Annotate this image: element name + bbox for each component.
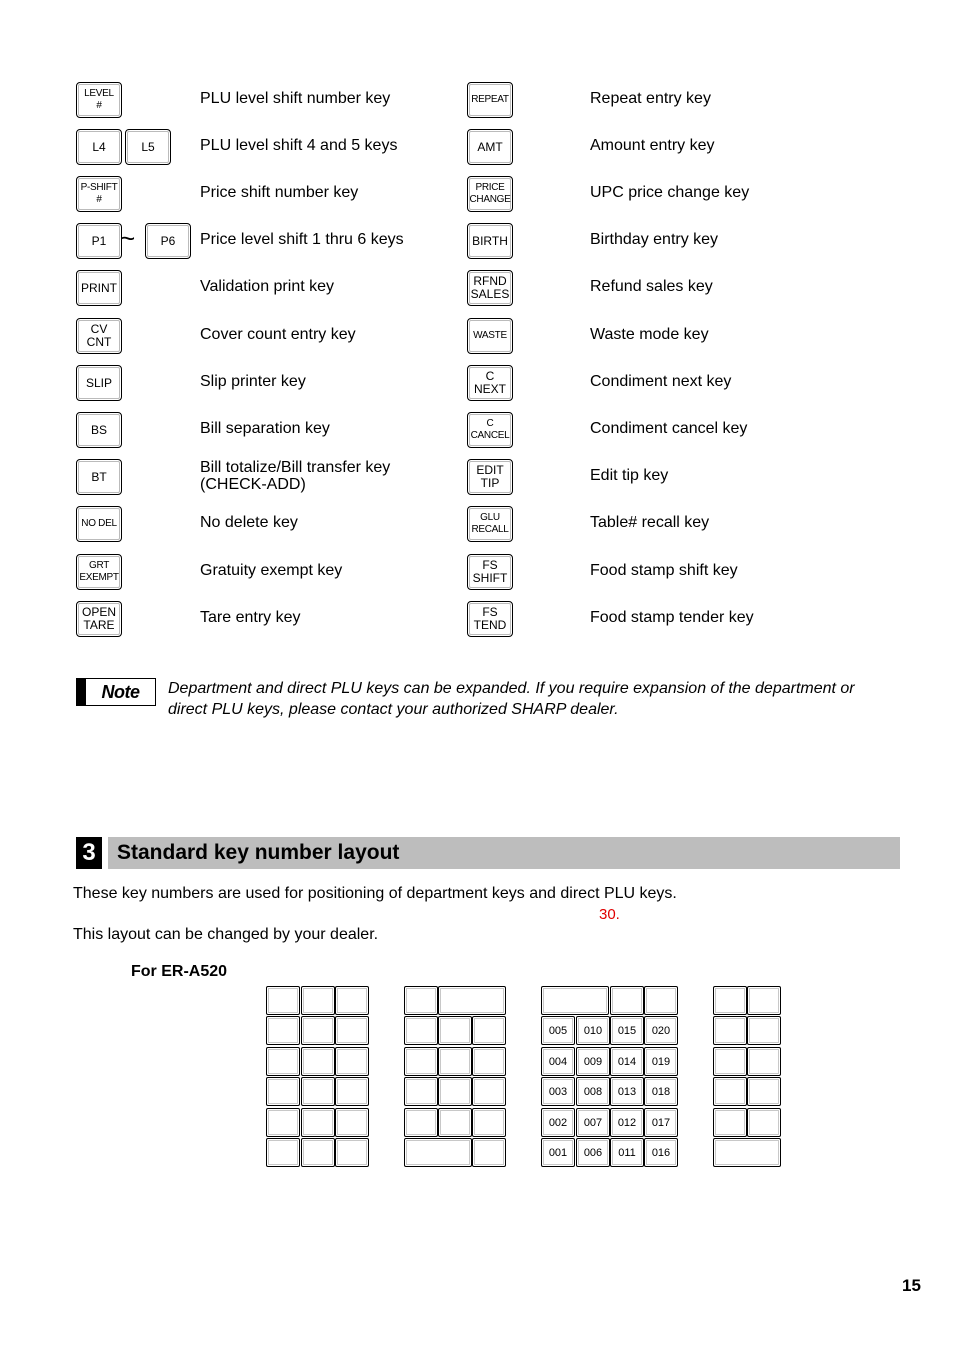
key-number-008: 008 — [576, 1077, 610, 1106]
model-label: For ER-A520 — [131, 963, 228, 980]
left-key-3-b: P6 — [145, 223, 191, 259]
left-key-desc-11: Tare entry key — [200, 609, 301, 626]
key-number-016: 016 — [644, 1138, 678, 1167]
block4-key — [713, 1047, 747, 1076]
right-key-8: EDIT TIP — [467, 459, 513, 495]
key-number-009: 009 — [576, 1047, 610, 1076]
left-key-desc-4: Validation print key — [200, 278, 334, 295]
block1-key — [266, 1108, 300, 1137]
right-key-9: GLU RECALL — [467, 506, 513, 542]
right-key-desc-2: UPC price change key — [590, 184, 750, 201]
key-number-010: 010 — [576, 1016, 610, 1045]
block2-key-wide — [438, 986, 506, 1015]
block2-key — [404, 1047, 438, 1076]
left-key-10: GRT EXEMPT — [76, 554, 122, 590]
block1-key — [335, 1138, 369, 1167]
left-key-desc-6: Slip printer key — [200, 373, 306, 390]
right-key-desc-0: Repeat entry key — [590, 90, 711, 107]
right-key-4: RFND SALES — [467, 270, 513, 306]
right-key-desc-8: Edit tip key — [590, 467, 669, 484]
left-key-1-b: L5 — [125, 129, 171, 165]
block2-key — [438, 1047, 472, 1076]
right-key-desc-3: Birthday entry key — [590, 231, 719, 248]
left-key-11: OPEN TARE — [76, 601, 122, 637]
key-number-014: 014 — [610, 1047, 644, 1076]
block1-key — [301, 986, 335, 1015]
left-key-2: P-SHIFT # — [76, 176, 122, 212]
left-key-desc-3: Price level shift 1 thru 6 keys — [200, 231, 404, 248]
page-reference: 30. — [599, 906, 620, 923]
key-number-005: 005 — [541, 1016, 575, 1045]
block1-key — [266, 1016, 300, 1045]
right-key-desc-11: Food stamp tender key — [590, 609, 754, 626]
left-key-desc-9: No delete key — [200, 514, 298, 531]
left-key-7: BS — [76, 412, 122, 448]
block4-key — [747, 1016, 781, 1045]
block2-key-wide — [404, 1138, 472, 1167]
block1-key — [266, 1138, 300, 1167]
key-number-003: 003 — [541, 1077, 575, 1106]
block2-key — [438, 1108, 472, 1137]
block2-key — [472, 1138, 506, 1167]
block1-key — [335, 1016, 369, 1045]
section-dealer-text: This layout can be changed by your dealer. — [73, 926, 379, 943]
right-key-11: FS TEND — [467, 601, 513, 637]
block1-key — [266, 1047, 300, 1076]
block2-key — [404, 1077, 438, 1106]
right-key-6: C NEXT — [467, 365, 513, 401]
right-key-3: BIRTH — [467, 223, 513, 259]
key-number-018: 018 — [644, 1077, 678, 1106]
block4-key — [747, 986, 781, 1015]
block2-key — [438, 1016, 472, 1045]
block4-key — [713, 1016, 747, 1045]
block1-key — [301, 1077, 335, 1106]
section-intro-text: These key numbers are used for positioning of department keys and direct PLU keys. — [73, 885, 677, 902]
right-key-5: WASTE — [467, 318, 513, 354]
right-key-1: AMT — [467, 129, 513, 165]
left-key-desc-5: Cover count entry key — [200, 326, 356, 343]
block2-key — [472, 1077, 506, 1106]
right-key-desc-1: Amount entry key — [590, 137, 715, 154]
block2-key — [438, 1077, 472, 1106]
block3-key — [610, 986, 644, 1015]
left-key-0: LEVEL # — [76, 82, 122, 118]
block4-key — [747, 1077, 781, 1106]
block1-key — [266, 986, 300, 1015]
block2-key — [404, 1016, 438, 1045]
section-title: Standard key number layout — [117, 841, 400, 864]
left-key-3: P1 — [76, 223, 122, 259]
block3-key-wide — [541, 986, 609, 1015]
right-key-desc-5: Waste mode key — [590, 326, 709, 343]
left-tilde-3: ~ — [120, 223, 136, 253]
key-number-006: 006 — [576, 1138, 610, 1167]
key-number-017: 017 — [644, 1108, 678, 1137]
key-number-001: 001 — [541, 1138, 575, 1167]
left-key-9: NO DEL — [76, 506, 122, 542]
key-number-002: 002 — [541, 1108, 575, 1137]
right-key-2: PRICE CHANGE — [467, 176, 513, 212]
key-number-020: 020 — [644, 1016, 678, 1045]
right-key-desc-6: Condiment next key — [590, 373, 732, 390]
right-key-10: FS SHIFT — [467, 554, 513, 590]
right-key-0: REPEAT — [467, 82, 513, 118]
block2-key — [472, 1108, 506, 1137]
key-number-013: 013 — [610, 1077, 644, 1106]
right-key-desc-4: Refund sales key — [590, 278, 713, 295]
block4-key-wide — [713, 1138, 781, 1167]
key-number-015: 015 — [610, 1016, 644, 1045]
block2-key — [404, 986, 438, 1015]
key-number-019: 019 — [644, 1047, 678, 1076]
right-key-desc-10: Food stamp shift key — [590, 562, 738, 579]
block1-key — [335, 1047, 369, 1076]
block4-key — [713, 986, 747, 1015]
left-key-6: SLIP — [76, 365, 122, 401]
block1-key — [301, 1108, 335, 1137]
key-number-012: 012 — [610, 1108, 644, 1137]
block4-key — [747, 1047, 781, 1076]
block4-key — [747, 1108, 781, 1137]
block1-key — [335, 1108, 369, 1137]
left-key-desc-8: Bill totalize/Bill transfer key (CHECK-ADD) — [200, 459, 391, 493]
key-number-007: 007 — [576, 1108, 610, 1137]
key-number-004: 004 — [541, 1047, 575, 1076]
block2-key — [404, 1108, 438, 1137]
block4-key — [713, 1077, 747, 1106]
right-key-desc-9: Table# recall key — [590, 514, 710, 531]
block2-key — [472, 1016, 506, 1045]
block2-key — [472, 1047, 506, 1076]
left-key-desc-10: Gratuity exempt key — [200, 562, 343, 579]
right-key-7: C CANCEL — [467, 412, 513, 448]
left-key-desc-7: Bill separation key — [200, 420, 330, 437]
left-key-4: PRINT — [76, 270, 122, 306]
right-key-desc-7: Condiment cancel key — [590, 420, 748, 437]
block1-key — [301, 1138, 335, 1167]
block4-key — [713, 1108, 747, 1137]
left-key-desc-0: PLU level shift number key — [200, 90, 391, 107]
left-key-desc-2: Price shift number key — [200, 184, 359, 201]
left-key-desc-1: PLU level shift 4 and 5 keys — [200, 137, 398, 154]
block1-key — [266, 1077, 300, 1106]
block1-key — [301, 1016, 335, 1045]
block1-key — [301, 1047, 335, 1076]
left-key-5: CV CNT — [76, 318, 122, 354]
block3-key — [644, 986, 678, 1015]
block1-key — [335, 986, 369, 1015]
note-text: Department and direct PLU keys can be expanded. If you require expansion of the department or direct PLU keys, please contact your authorized SHARP dealer. — [168, 680, 855, 718]
page-number: 15 — [902, 1276, 921, 1295]
block1-key — [335, 1077, 369, 1106]
key-number-011: 011 — [610, 1138, 644, 1167]
section-number: 3 — [76, 837, 102, 869]
left-key-8: BT — [76, 459, 122, 495]
left-key-1: L4 — [76, 129, 122, 165]
note-tag: Note — [76, 678, 156, 706]
